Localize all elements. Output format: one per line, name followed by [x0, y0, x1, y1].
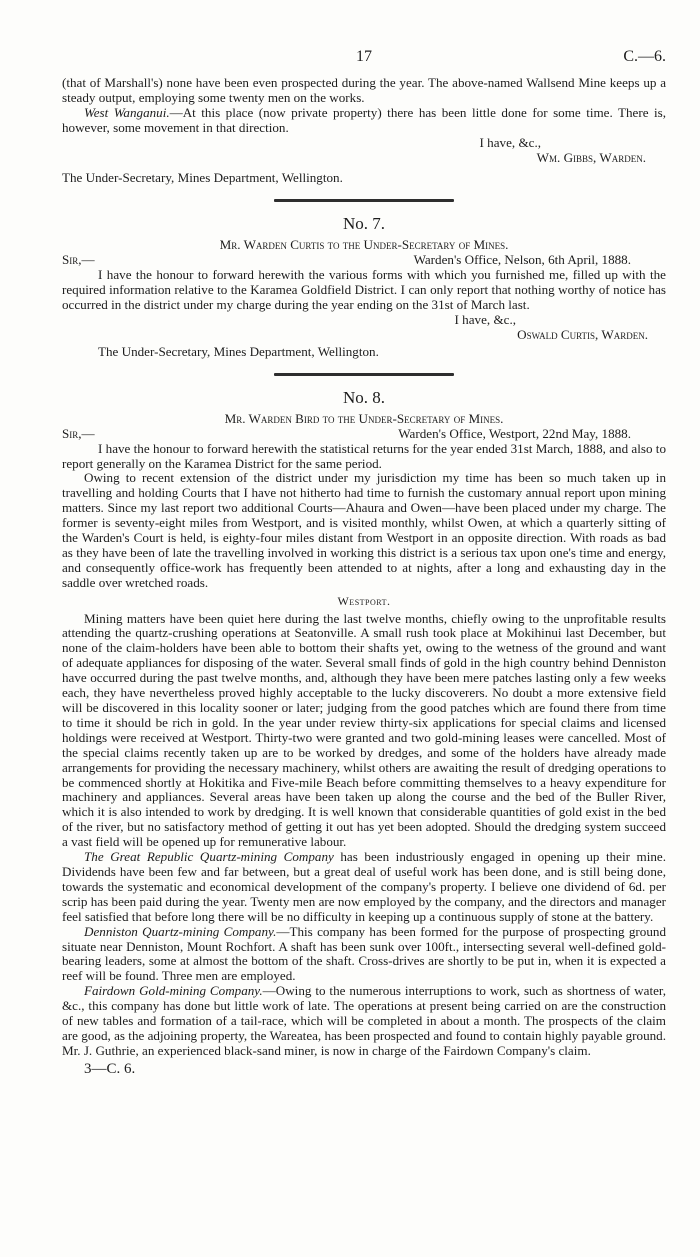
salutation: Sir,—	[62, 425, 95, 441]
west-wanganui-text: —At this place (now private property) there has been little done for some time. There is, however, some movement in that direction.	[62, 104, 666, 135]
letter-no-7	[62, 214, 666, 359]
footer-reference: 3—C. 6.	[84, 1060, 136, 1077]
continued-paragraph: (that of Marshall's) none have been even prospected during the year. The above-named Wallsend Mine keeps up a steady output, employing some twenty men on the works.	[62, 75, 666, 105]
great-republic-paragraph	[62, 850, 666, 925]
letter-body: I have the honour to forward herewith the various forms with which you furnished me, filled up with the required information relative to the Karamea Goldfield District. I can only report that nothing worthy of notice has occurred in the district under my charge during the year ending on the 31st of March last.	[62, 267, 666, 313]
paragraph-title: Denniston Quartz-mining Company.	[84, 923, 277, 939]
section-divider	[274, 373, 454, 376]
letter-number-heading: No. 7.	[342, 214, 386, 234]
salutation: Sir,—	[62, 252, 95, 268]
west-wanganui-title: West Wanganui.	[84, 104, 170, 120]
body-paragraph: I have the honour to forward herewith the statistical returns for the year ended 31st March, 1888, and also to report generally on the Karamea District for the same period.	[62, 440, 666, 471]
page-header	[62, 50, 666, 68]
section-heading-westport: Westport.	[337, 593, 391, 608]
addressee-line: The Under-Secretary, Mines Department, Wellington.	[62, 170, 343, 186]
signature-block	[62, 136, 666, 166]
letter-no-8	[62, 388, 666, 1059]
west-wanganui-paragraph	[62, 106, 666, 136]
fairdown-paragraph	[62, 984, 666, 1059]
paragraph-title: The Great Republic Quartz-mining Company	[84, 849, 334, 865]
salutation-row	[62, 253, 666, 268]
section-divider	[274, 199, 454, 202]
closing-line: I have, &c.,	[479, 134, 541, 150]
letter-from-line: Mr. Warden Curtis to the Under-Secretary of Mines.	[219, 237, 509, 253]
salutation-row	[62, 427, 666, 442]
letter-from-line: Mr. Warden Bird to the Under-Secretary of Mines.	[224, 410, 504, 426]
body-paragraph: Mining matters have been quiet here during the last twelve months, chiefly owing to the unprofitable results attending the quartz-crushing operations at Seatonville. A small rush took place at Mokihinui last December, but none of the claim-holders have been able to bottom their shafts yet, owing to the wetness of the ground and want of adequate appliances for disposing of the water. Several small finds of gold in the high country behind Denniston have occurred during the past twelve months, and, although they have been mere patches lasting only a few weeks each, they have nevertheless proved highly acceptable to the lucky discoverers. No doubt a more extensive field will be discovered in this locality sooner or later; judging from the good patches which are found there from time to time it should be rich in gold. In the year under review thirty-six applications for special claims and licensed holdings were received at Westport. Thirty-two were granted and two gold-mining leases were cancelled. Most of the special claims recently taken up are to be worked by dredges, and some of the holders have already made arrangements for providing the necessary machinery, whilst others are awaiting the result of dredging operations to be commenced shortly at Hokitika and Five-mile Beach before committing themselves to a heavy expenditure for machinery and appliances. Several areas have been taken up along the course and the bed of the Buller River, which it is also intended to work by dredging. It is well known that considerable quantities of gold exist in the bed of the river, but no satisfactory method of getting it out has yet been adopted. Should the dredging system succeed a vast field will be opened up for remunerative labour.	[62, 610, 666, 850]
paragraph-title: Fairdown Gold-mining Company.	[84, 983, 263, 999]
letter-number-heading: No. 8.	[342, 387, 386, 407]
body-paragraph: Owing to recent extension of the district under my jurisdiction my time has been so much taken up in travelling and holding Courts that I have not hitherto had time to furnish the customary annual report upon mining matters. Since my last report two additional Courts—Ahaura and Owen—have been placed under my charge. The former is seventy-eight miles from Westport, and is visited monthly, whilst Owen, at which a quarterly sitting of the Warden's Court is held, is eighty-four miles distant from Westport in an opposite direction. With roads as bad as they have been of late the travelling involved in working this district is a serious tax upon one's time and energy, and consequently office-work has frequently been attended to at nights, after a long and exhausting day in the saddle over wretched roads.	[62, 470, 666, 590]
document-reference: C.—6.	[623, 48, 666, 65]
addressee-line: The Under-Secretary, Mines Department, Wellington.	[98, 343, 379, 359]
office-date: Warden's Office, Nelson, 6th April, 1888.	[413, 252, 631, 268]
office-date: Warden's Office, Westport, 22nd May, 1888.	[398, 425, 631, 441]
document-page	[62, 50, 666, 1077]
denniston-paragraph	[62, 925, 666, 985]
signature-block	[62, 313, 666, 343]
paragraph-text: —Owing to the numerous interruptions to work, such as shortness of water, &c., this company has done but little work of late. The operations at present being carried on are the construction of new tables and formation of a tail-race, which will be completed in about a month. The prospects of the claim are good, as the adjoining property, the Wareatea, has been prospected and found to contain highly payable ground. Mr. J. Guthrie, an experienced black-sand miner, is now in charge of the Fairdown Company's claim.	[62, 983, 666, 1058]
signature: Wm. Gibbs, Warden.	[536, 149, 646, 165]
paragraph-text: —This company has been formed for the purpose of prospecting ground situate near Denniston, Mount Rochfort. A shaft has been sunk over 100ft., intersecting several well-defined gold-bearing leaders, some at almost the bottom of the shaft. Cross-drives are shortly to be put in, when it is expected a reef will be found. Three men are employed.	[62, 923, 666, 984]
signature: Oswald Curtis, Warden.	[517, 326, 648, 342]
closing-line: I have, &c.,	[454, 311, 516, 327]
paragraph-text: has been industriously engaged in opening up their mine. Dividends have been few and far between, but a great deal of useful work has been done, and is still being done, towards the systematic and economical development of the company's property. I believe one dividend of 6d. per scrip has been paid during the year. Twenty men are now employed by the company, and the directors and manager feel satisfied that before long there will be no difficulty in keeping up a continuous supply of stone at the battery.	[62, 849, 666, 924]
page-number: 17	[356, 48, 372, 65]
